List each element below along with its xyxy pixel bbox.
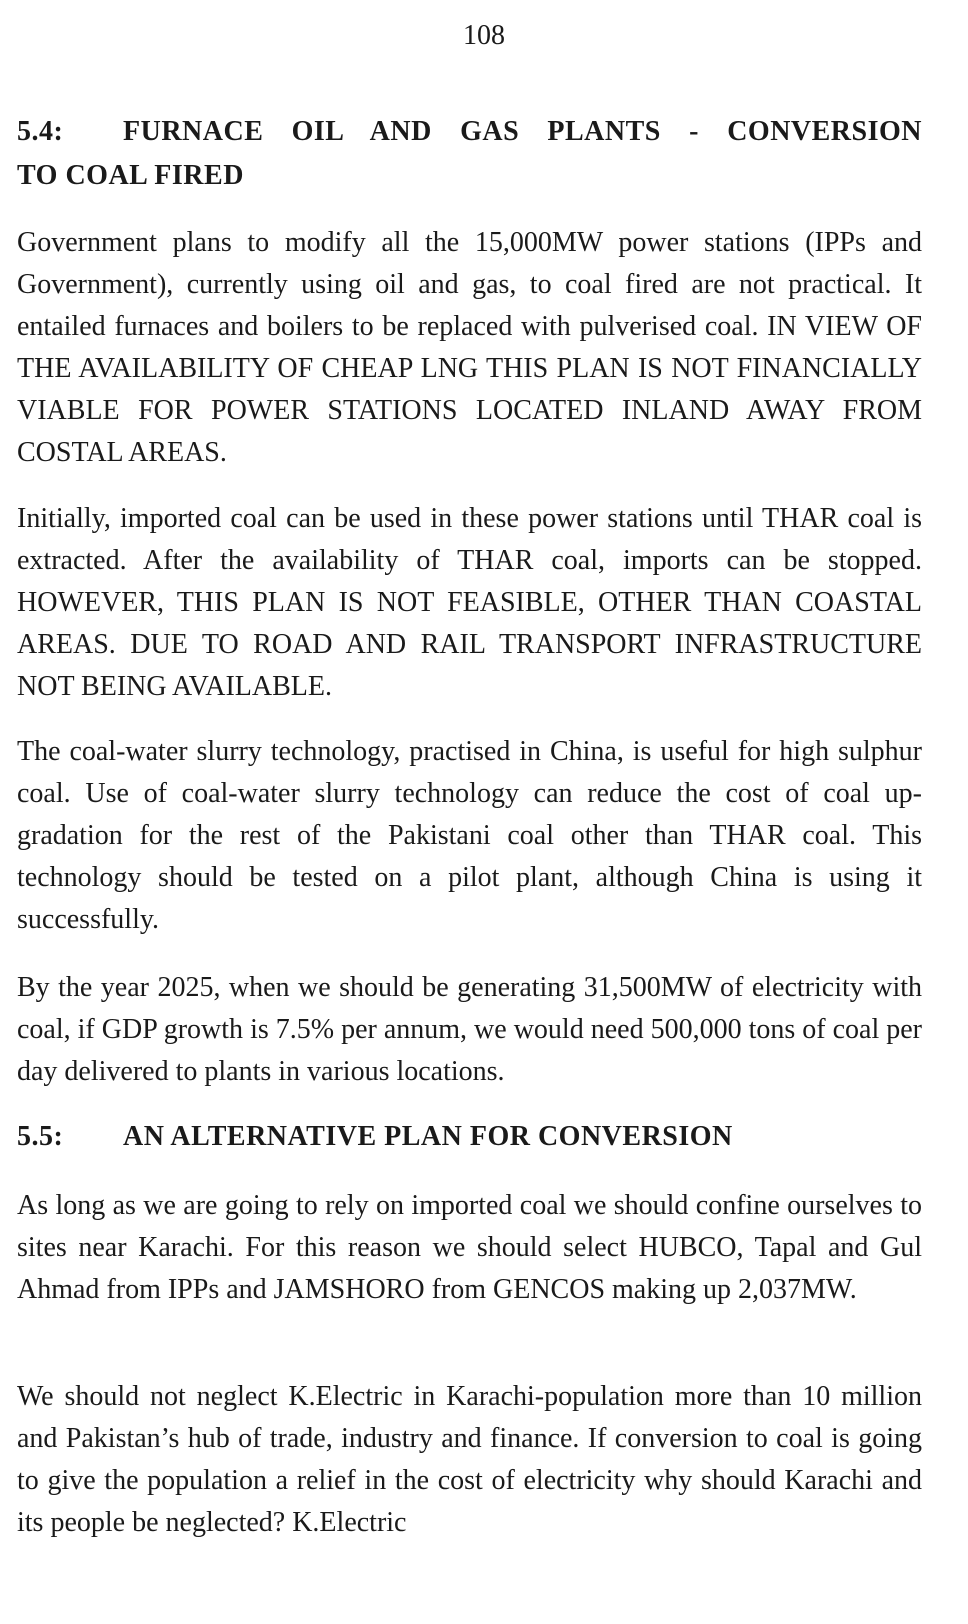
paragraph-slurry-technology: The coal-water slurry technology, practised in China, is useful for high sulphur coal. Use of coal-water slurry technology can reduce the cost of coal up-gradation for the rest of the Pakistani coal other than THAR coal. This technology should be tested on a pilot plant, although China is using it successfully. [17, 736, 922, 935]
paragraph-2025-projection: By the year 2025, when we should be generating 31,500MW of electricity with coal, if GDP growth is 7.5% per annum, we would need 500,000 tons of coal per day delivered to plants in various locations. [17, 972, 922, 1087]
section-number-5-5: 5.5: [17, 1121, 64, 1152]
section-number-5-4: 5.4: [17, 116, 64, 147]
section-heading-5-5 [17, 1115, 922, 1159]
page-number: 108 [463, 20, 505, 51]
paragraph-karachi-sites: As long as we are going to rely on imported coal we should confine ourselves to sites near Karachi. For this reason we should select HUBCO, Tapal and Gul Ahmad from IPPs and JAMSHORO from GENCOS making up 2,037MW. [17, 1190, 922, 1305]
section-title-5-4-part1: FURNACE OIL AND GAS PLANTS - CONVERSION [123, 116, 922, 147]
section-heading-5-4-line1 [17, 110, 922, 154]
paragraph-k-electric: We should not neglect K.Electric in Karachi-population more than 10 million and Pakistan’s hub of trade, industry and finance. If conversion to coal is going to give the population a relief in the cost of electricity why should Karachi and its people be neglected? K.Electric [17, 1381, 922, 1538]
section-title-5-5: AN ALTERNATIVE PLAN FOR CONVERSION [123, 1121, 733, 1152]
paragraph-conversion-plans: Government plans to modify all the 15,000MW power stations (IPPs and Government), currently using oil and gas, to coal fired are not practical. It entailed furnaces and boilers to be replaced with pulverised coal. IN VIEW OF THE AVAILABILITY OF CHEAP LNG THIS PLAN IS NOT FINANCIALLY VIABLE FOR POWER STATIONS LOCATED INLAND AWAY FROM COSTAL AREAS. [17, 227, 922, 468]
section-heading-5-4 [17, 110, 922, 198]
paragraph-imported-coal: Initially, imported coal can be used in these power stations until THAR coal is extracted. After the availability of THAR coal, imports can be stopped. HOWEVER, THIS PLAN IS NOT FEASIBLE, OTHER THAN COASTAL AREAS. DUE TO ROAD AND RAIL TRANSPORT INFRASTRUCTURE NOT BEING AVAILABLE. [17, 503, 922, 702]
section-title-5-4-part2: TO COAL FIRED [17, 160, 244, 191]
